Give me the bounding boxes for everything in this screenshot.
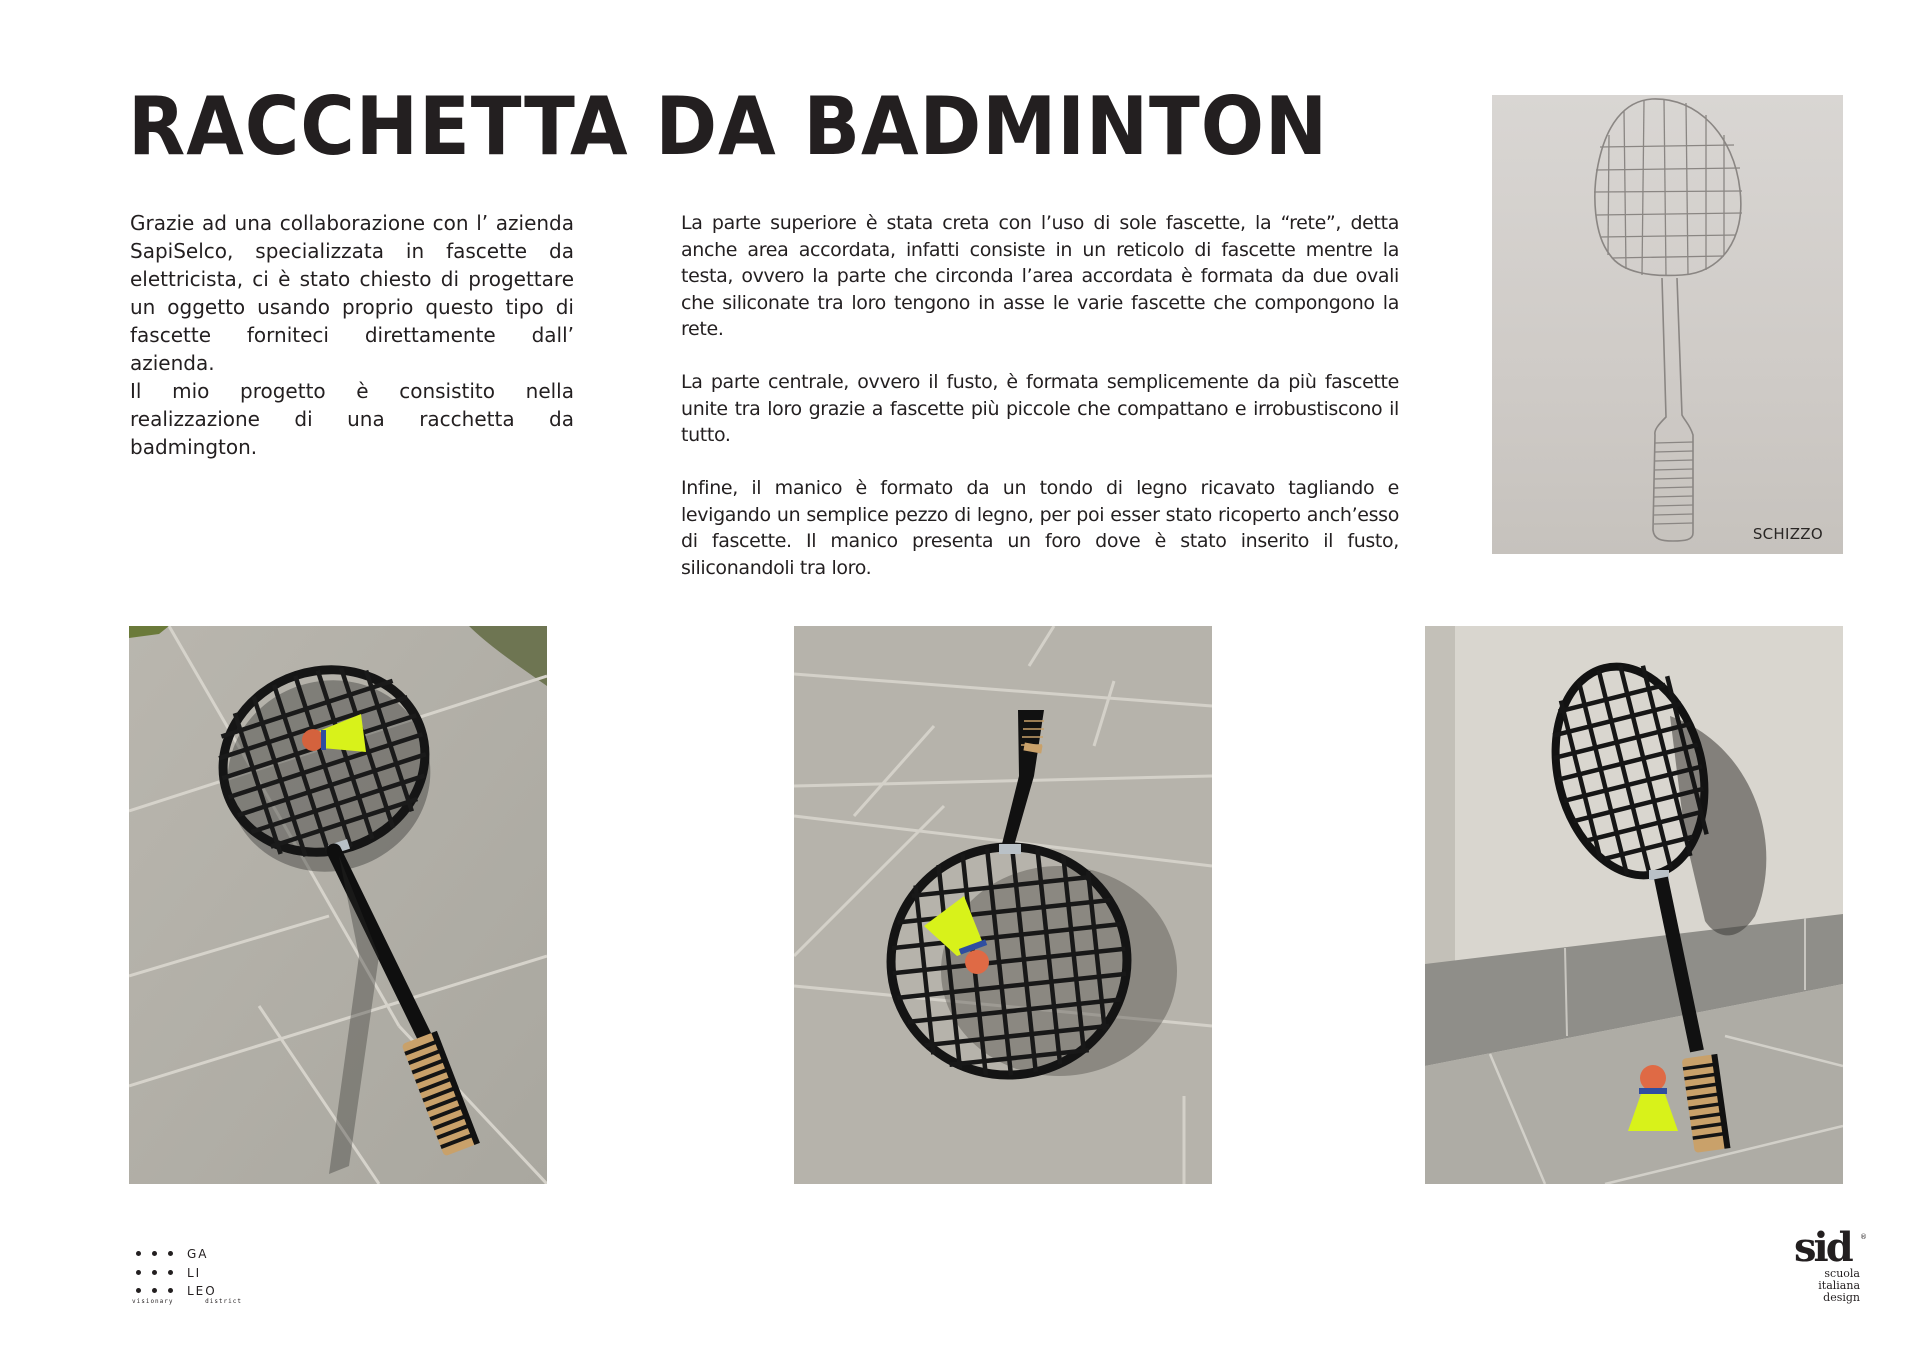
description-paragraph: La parte superiore è stata creta con l’uso di sole fascette, la “rete”, detta anche area accordata, infatti consiste in un reticolo di fascette mentre la testa, ovvero la parte che circonda l’area accordata è formata da due ovali che siliconate tra loro tengono in asse le varie fascette che compongono la rete. bbox=[681, 212, 1399, 340]
description-paragraph: Infine, il manico è formato da un tondo di legno ricavato tagliando e levigando un semplice pezzo di legno, per poi esser stato ricoperto anch’esso di fascette. Il manico presenta un foro dove è stato inserito il fusto, siliconandoli tra loro. bbox=[681, 477, 1399, 579]
intro-paragraph: Grazie ad una collaborazione con l’ azienda SapiSelco, specializzata in fascette da elettricista, ci è stato chiesto di progettare un oggetto usando proprio questo tipo di fascette forniteci direttamente dall’ azienda. bbox=[130, 211, 574, 375]
sid-logo-text: italiana bbox=[1818, 1279, 1860, 1292]
galileo-logo-text: GA bbox=[187, 1247, 209, 1261]
sketch-label: SCHIZZO bbox=[1752, 525, 1823, 543]
registered-icon: ® bbox=[1860, 1233, 1867, 1241]
racket-sketch-drawing bbox=[1492, 95, 1843, 554]
galileo-logo-text: LEO bbox=[187, 1284, 217, 1298]
sid-logo-mark: sid bbox=[1794, 1224, 1851, 1271]
description-text bbox=[681, 210, 1399, 608]
photo-racket-top-view bbox=[794, 626, 1212, 1184]
galileo-tagline: visionary bbox=[132, 1298, 174, 1305]
intro-paragraph: Il mio progetto è consistito nella realizzazione di una racchetta da badmington. bbox=[130, 379, 574, 459]
description-paragraph: La parte centrale, ovvero il fusto, è formata semplicemente da più fascette unite tra loro grazie a fascette più piccole che compattano e irrobustiscono il tutto. bbox=[681, 371, 1399, 446]
intro-text bbox=[130, 209, 574, 461]
sketch-image bbox=[1492, 95, 1843, 554]
photo-racket-on-tiles bbox=[129, 626, 547, 1184]
galileo-tagline: district bbox=[205, 1298, 242, 1305]
photo-racket-leaning-on-wall bbox=[1425, 626, 1843, 1184]
sid-logo-text: design bbox=[1823, 1291, 1860, 1304]
galileo-logo-text: LI bbox=[187, 1266, 202, 1280]
sid-logo-text: scuola bbox=[1824, 1267, 1860, 1280]
sid-scuola-italiana-design-logo bbox=[1790, 1224, 1870, 1312]
page-title: RACCHETTA DA BADMINTON bbox=[128, 80, 1329, 173]
galileo-visionary-district-logo bbox=[132, 1246, 242, 1308]
